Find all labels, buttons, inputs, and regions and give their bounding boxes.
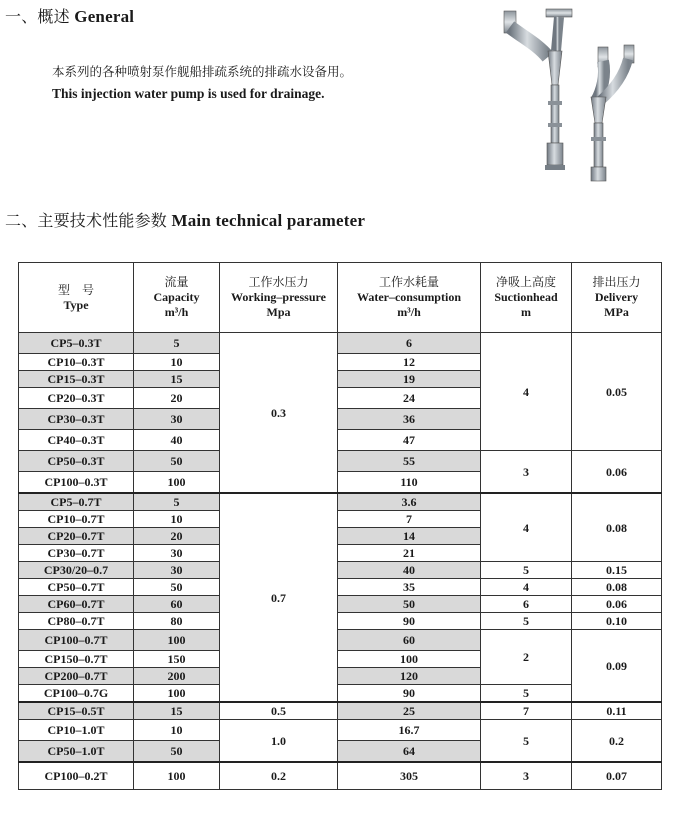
cell-type: CP30/20–0.7 (19, 562, 134, 579)
table-row (19, 579, 662, 596)
general-description-cn: 本系列的各种喷射泵作舰船排疏系统的排疏水设备用。 (52, 64, 353, 79)
cell-consumption: 14 (338, 528, 481, 545)
cell-suction: 5 (481, 613, 572, 630)
cell-consumption: 60 (338, 630, 481, 651)
section-main-title-en: Main technical parameter (171, 211, 366, 230)
cell-pressure: 0.7 (220, 493, 338, 702)
section-general-title-cn: 一、概述 (5, 7, 70, 26)
cell-suction: 4 (481, 579, 572, 596)
cell-capacity: 20 (134, 528, 220, 545)
cell-type: CP30–0.7T (19, 545, 134, 562)
cell-consumption: 6 (338, 333, 481, 354)
pump-illustration (496, 5, 646, 185)
cell-capacity: 20 (134, 388, 220, 409)
header-delivery: 排出压力 Delivery MPa (572, 263, 662, 333)
cell-consumption: 35 (338, 579, 481, 596)
cell-consumption: 12 (338, 354, 481, 371)
table-header-row (19, 263, 662, 333)
cell-consumption: 50 (338, 596, 481, 613)
cell-consumption: 110 (338, 472, 481, 494)
cell-pressure: 1.0 (220, 720, 338, 763)
cell-delivery: 0.10 (572, 613, 662, 630)
cell-suction: 2 (481, 630, 572, 685)
cell-capacity: 10 (134, 511, 220, 528)
table-row (19, 613, 662, 630)
cell-suction: 5 (481, 685, 572, 703)
cell-pressure: 0.3 (220, 333, 338, 494)
cell-delivery: 0.05 (572, 333, 662, 451)
cell-delivery: 0.2 (572, 720, 662, 763)
cell-delivery: 0.11 (572, 702, 662, 720)
cell-type: CP60–0.7T (19, 596, 134, 613)
table-row (19, 333, 662, 354)
cell-capacity: 50 (134, 579, 220, 596)
cell-capacity: 30 (134, 545, 220, 562)
cell-type: CP5–0.7T (19, 493, 134, 511)
section-main-title-cn: 二、主要技术性能参数 (5, 211, 168, 230)
cell-capacity: 100 (134, 762, 220, 789)
technical-parameter-table (18, 262, 662, 790)
cell-capacity: 80 (134, 613, 220, 630)
cell-type: CP50–0.7T (19, 579, 134, 596)
table-row (19, 630, 662, 651)
cell-type: CP30–0.3T (19, 409, 134, 430)
cell-suction: 6 (481, 596, 572, 613)
cell-consumption: 21 (338, 545, 481, 562)
cell-capacity: 50 (134, 741, 220, 763)
table-row (19, 493, 662, 511)
cell-consumption: 47 (338, 430, 481, 451)
cell-type: CP5–0.3T (19, 333, 134, 354)
table-row (19, 685, 662, 703)
cell-consumption: 90 (338, 685, 481, 703)
cell-type: CP20–0.7T (19, 528, 134, 545)
cell-type: CP50–1.0T (19, 741, 134, 763)
header-water-consumption: 工作水耗量 Water–consumption m³/h (338, 263, 481, 333)
cell-suction: 3 (481, 762, 572, 789)
cell-type: CP100–0.2T (19, 762, 134, 789)
cell-capacity: 200 (134, 668, 220, 685)
pump-left (504, 9, 572, 170)
cell-capacity: 5 (134, 493, 220, 511)
cell-consumption: 55 (338, 451, 481, 472)
cell-suction: 4 (481, 493, 572, 562)
cell-capacity: 15 (134, 371, 220, 388)
cell-delivery: 0.08 (572, 579, 662, 596)
cell-consumption: 7 (338, 511, 481, 528)
cell-delivery: 0.06 (572, 596, 662, 613)
cell-type: CP15–0.5T (19, 702, 134, 720)
cell-consumption: 40 (338, 562, 481, 579)
cell-type: CP150–0.7T (19, 651, 134, 668)
cell-capacity: 50 (134, 451, 220, 472)
cell-consumption: 24 (338, 388, 481, 409)
cell-type: CP10–0.7T (19, 511, 134, 528)
cell-type: CP80–0.7T (19, 613, 134, 630)
table-row (19, 720, 662, 741)
cell-consumption: 305 (338, 762, 481, 789)
cell-suction: 5 (481, 720, 572, 763)
cell-consumption: 36 (338, 409, 481, 430)
cell-type: CP15–0.3T (19, 371, 134, 388)
cell-capacity: 100 (134, 685, 220, 703)
cell-capacity: 30 (134, 562, 220, 579)
cell-capacity: 15 (134, 702, 220, 720)
pump-right (591, 45, 634, 181)
cell-delivery: 0.08 (572, 493, 662, 562)
cell-capacity: 10 (134, 720, 220, 741)
header-type: 型 号 Type (19, 263, 134, 333)
cell-type: CP20–0.3T (19, 388, 134, 409)
cell-type: CP100–0.7T (19, 630, 134, 651)
cell-consumption: 3.6 (338, 493, 481, 511)
general-description-en: This injection water pump is used for drainage. (52, 86, 325, 101)
cell-capacity: 100 (134, 472, 220, 494)
cell-delivery: 0.06 (572, 451, 662, 494)
section-general-title-en: General (74, 7, 135, 26)
section-general-title (5, 4, 134, 27)
cell-type: CP40–0.3T (19, 430, 134, 451)
header-capacity: 流量 Capacity m³/h (134, 263, 220, 333)
cell-consumption: 100 (338, 651, 481, 668)
cell-capacity: 40 (134, 430, 220, 451)
cell-suction: 4 (481, 333, 572, 451)
table-row (19, 762, 662, 789)
cell-capacity: 60 (134, 596, 220, 613)
cell-suction: 3 (481, 451, 572, 494)
header-suction-head: 净吸上高度 Suctionhead m (481, 263, 572, 333)
cell-type: CP100–0.7G (19, 685, 134, 703)
cell-type: CP50–0.3T (19, 451, 134, 472)
cell-pressure: 0.5 (220, 702, 338, 720)
table-row (19, 702, 662, 720)
cell-consumption: 120 (338, 668, 481, 685)
section-main-title (5, 208, 365, 231)
cell-delivery: 0.07 (572, 762, 662, 789)
cell-delivery: 0.09 (572, 630, 662, 703)
table-row (19, 451, 662, 472)
cell-capacity: 30 (134, 409, 220, 430)
cell-capacity: 5 (134, 333, 220, 354)
cell-consumption: 25 (338, 702, 481, 720)
cell-type: CP10–1.0T (19, 720, 134, 741)
cell-capacity: 100 (134, 630, 220, 651)
cell-consumption: 64 (338, 741, 481, 763)
cell-pressure: 0.2 (220, 762, 338, 789)
cell-capacity: 10 (134, 354, 220, 371)
cell-consumption: 16.7 (338, 720, 481, 741)
table-row (19, 562, 662, 579)
cell-suction: 7 (481, 702, 572, 720)
cell-type: CP100–0.3T (19, 472, 134, 494)
header-working-pressure: 工作水压力 Working–pressure Mpa (220, 263, 338, 333)
cell-type: CP200–0.7T (19, 668, 134, 685)
cell-type: CP10–0.3T (19, 354, 134, 371)
table-row (19, 596, 662, 613)
cell-consumption: 19 (338, 371, 481, 388)
cell-capacity: 150 (134, 651, 220, 668)
cell-consumption: 90 (338, 613, 481, 630)
cell-suction: 5 (481, 562, 572, 579)
cell-delivery: 0.15 (572, 562, 662, 579)
